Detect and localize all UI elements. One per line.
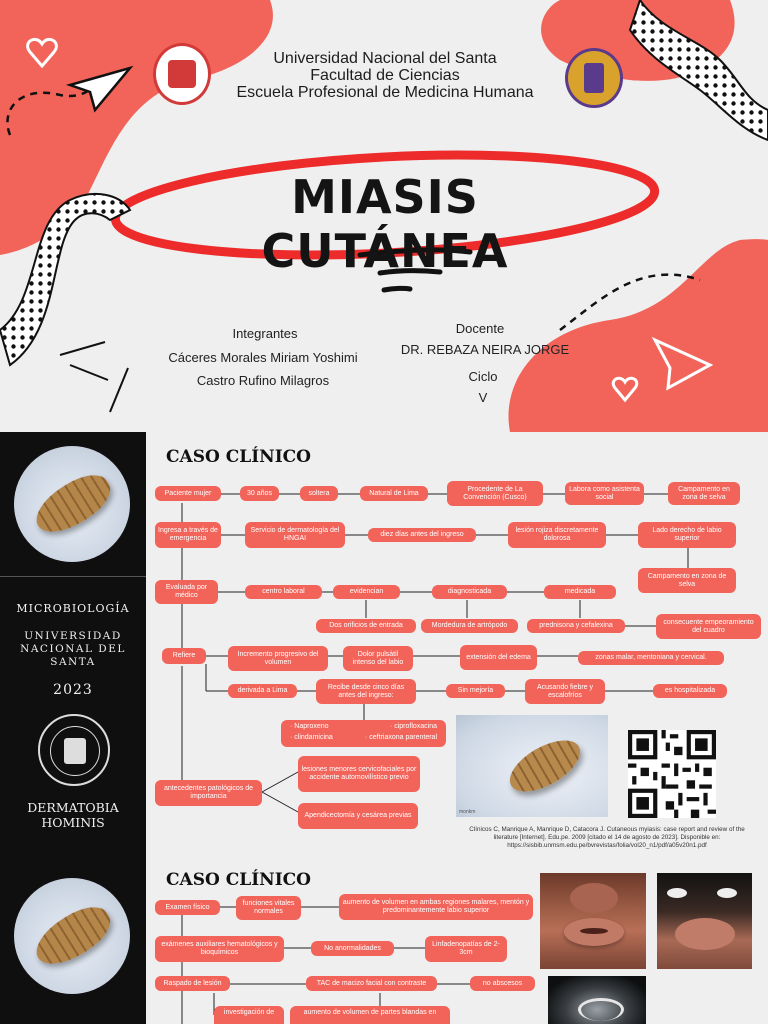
flow-orificios: Dos orificios de entrada (316, 619, 416, 633)
flow-diez-dias: diez días antes del ingreso (368, 528, 476, 542)
flow-derivada: derivada a Lima (228, 684, 297, 698)
flow-lesiones: lesiones menores cervicofaciales por accidente automovilístico previo (298, 756, 420, 792)
flow-dolor: Dolor pulsátil intenso del labio (343, 646, 413, 671)
flow-funciones: funciones vitales normales (236, 896, 301, 920)
faculty-name: Facultad de Ciencias (310, 67, 460, 84)
flow-consecuente: consecuente empeoramiento del cuadro (656, 614, 761, 639)
flow-medications: · Naproxeno · ciprofloxacina · clindamicina · ceftriaxona parenteral (281, 720, 446, 747)
flow-lado-derecho: Lado derecho de labio superior (638, 522, 736, 548)
flow-centro: centro laboral (245, 585, 322, 599)
flow-extension: extensión del edema (460, 645, 537, 670)
flow-examen: Examen físico (155, 900, 220, 915)
university-name: Universidad Nacional del Santa (273, 50, 497, 67)
flow-campamento-2: Campamento en zona de selva (638, 568, 736, 593)
teacher-label: Docente (455, 321, 505, 336)
flow-investigacion: investigación de (214, 1006, 284, 1024)
flow-evidencian: evidencian (333, 585, 400, 599)
teacher-name: DR. REBAZA NEIRA JORGE (400, 342, 570, 357)
flow-no-anormalidades: No anormalidades (311, 941, 394, 956)
panel-university: UNIVERSIDAD NACIONAL DEL SANTA (20, 630, 126, 668)
flow-lesion: lesión rojiza discretamente dolorosa (508, 522, 606, 548)
ct-scan-image (548, 976, 646, 1024)
flow-acusando: Acusando fiebre y escalofríos (525, 679, 605, 704)
flow-soltera: soltera (300, 486, 338, 501)
flow-linfadenopatias: Linfadenopatías de 2-3cm (425, 936, 507, 962)
flow-zonas: zonas malar, mentoniana y cervical. (578, 651, 724, 665)
member-1: Cáceres Morales Miriam Yoshimi (168, 350, 358, 365)
flow-antecedentes: antecedentes patológicos de importancia (155, 780, 262, 806)
flow-servicio: Servicio de dermatología del HNGAI (245, 522, 345, 548)
flow-examenes: exámenes auxiliares hematológicos y bioquímicos (155, 936, 284, 962)
flow-campamento-1: Campamento en zona de selva (668, 482, 740, 505)
patient-photo-front (540, 873, 646, 969)
flow-sin-mejoria: Sin mejoría (446, 684, 505, 698)
flow-apendicectomia: Apendicectomía y cesárea previas (298, 803, 418, 829)
flow-hospitalizada: es hospitalizada (653, 684, 727, 698)
flow-evaluada: Evaluada por médico (155, 580, 218, 604)
flow-refiere: Refiere (162, 648, 206, 664)
flow-medicada: medicada (544, 585, 616, 599)
cycle-label: Ciclo (468, 369, 498, 384)
species-name: DERMATOBIA HOMINIS (27, 800, 119, 830)
patient-photo-below (657, 873, 752, 969)
panel-year: 2023 (53, 682, 93, 698)
flow-edad: 30 años (240, 486, 279, 501)
qr-code (628, 730, 716, 818)
flow-aumento: aumento de volumen en ambas regiones malares, mentón y predominantemente labio superior (339, 894, 533, 920)
case2-title: CASO CLÍNICO (166, 870, 311, 890)
larva-photo: monkm (456, 715, 608, 817)
page-title: MIASIS CUTÁNEA (261, 170, 509, 278)
flow-tac: TAC de macizo facial con contraste (306, 976, 437, 991)
flow-raspado: Raspado de lesión (155, 976, 230, 991)
flow-procedente: Procedente de La Convención (Cusco) (447, 481, 543, 506)
member-2: Castro Rufino Milagros (196, 373, 330, 388)
flow-mordedura: Mordedura de artrópodo (421, 619, 518, 633)
flow-aumento-2: aumento de volumen de partes blandas en (290, 1006, 450, 1024)
flow-diagnosticada: diagnosticada (432, 585, 507, 599)
case1-title: CASO CLÍNICO (166, 447, 311, 467)
flow-no-abscesos: no abscesos (470, 976, 535, 991)
cycle-value: V (478, 390, 488, 405)
flow-natural: Natural de Lima (360, 486, 428, 501)
flow-labora: Labora como asistenta social (565, 482, 644, 505)
flow-prednisona: prednisona y cefalexina (527, 619, 625, 633)
flow-incremento: Incremento progresivo del volumen (228, 646, 328, 671)
members-label: Integrantes (232, 326, 298, 341)
subject-label: MICROBIOLOGÍA (16, 602, 130, 615)
flow-ingresa: Ingresa a través de emergencia (155, 522, 221, 548)
flow-paciente: Paciente mujer (155, 486, 221, 501)
reference-citation: Clínicos C, Manrique A, Manrique D, Catacora J. Cutaneous myiasis: case report and review of the literature [Internet]. Edu.pe. 2009 [citado el 14 de agosto de 2023]. Disponible en: https://sisbib.unmsm.edu.pe/bvrevistas/folia/vol20_n1/pdf/a05v20n1.pdf (469, 826, 745, 849)
flow-recibe: Recibe desde cinco días antes del ingreso: (316, 679, 416, 704)
school-name: Escuela Profesional de Medicina Humana (236, 84, 534, 101)
